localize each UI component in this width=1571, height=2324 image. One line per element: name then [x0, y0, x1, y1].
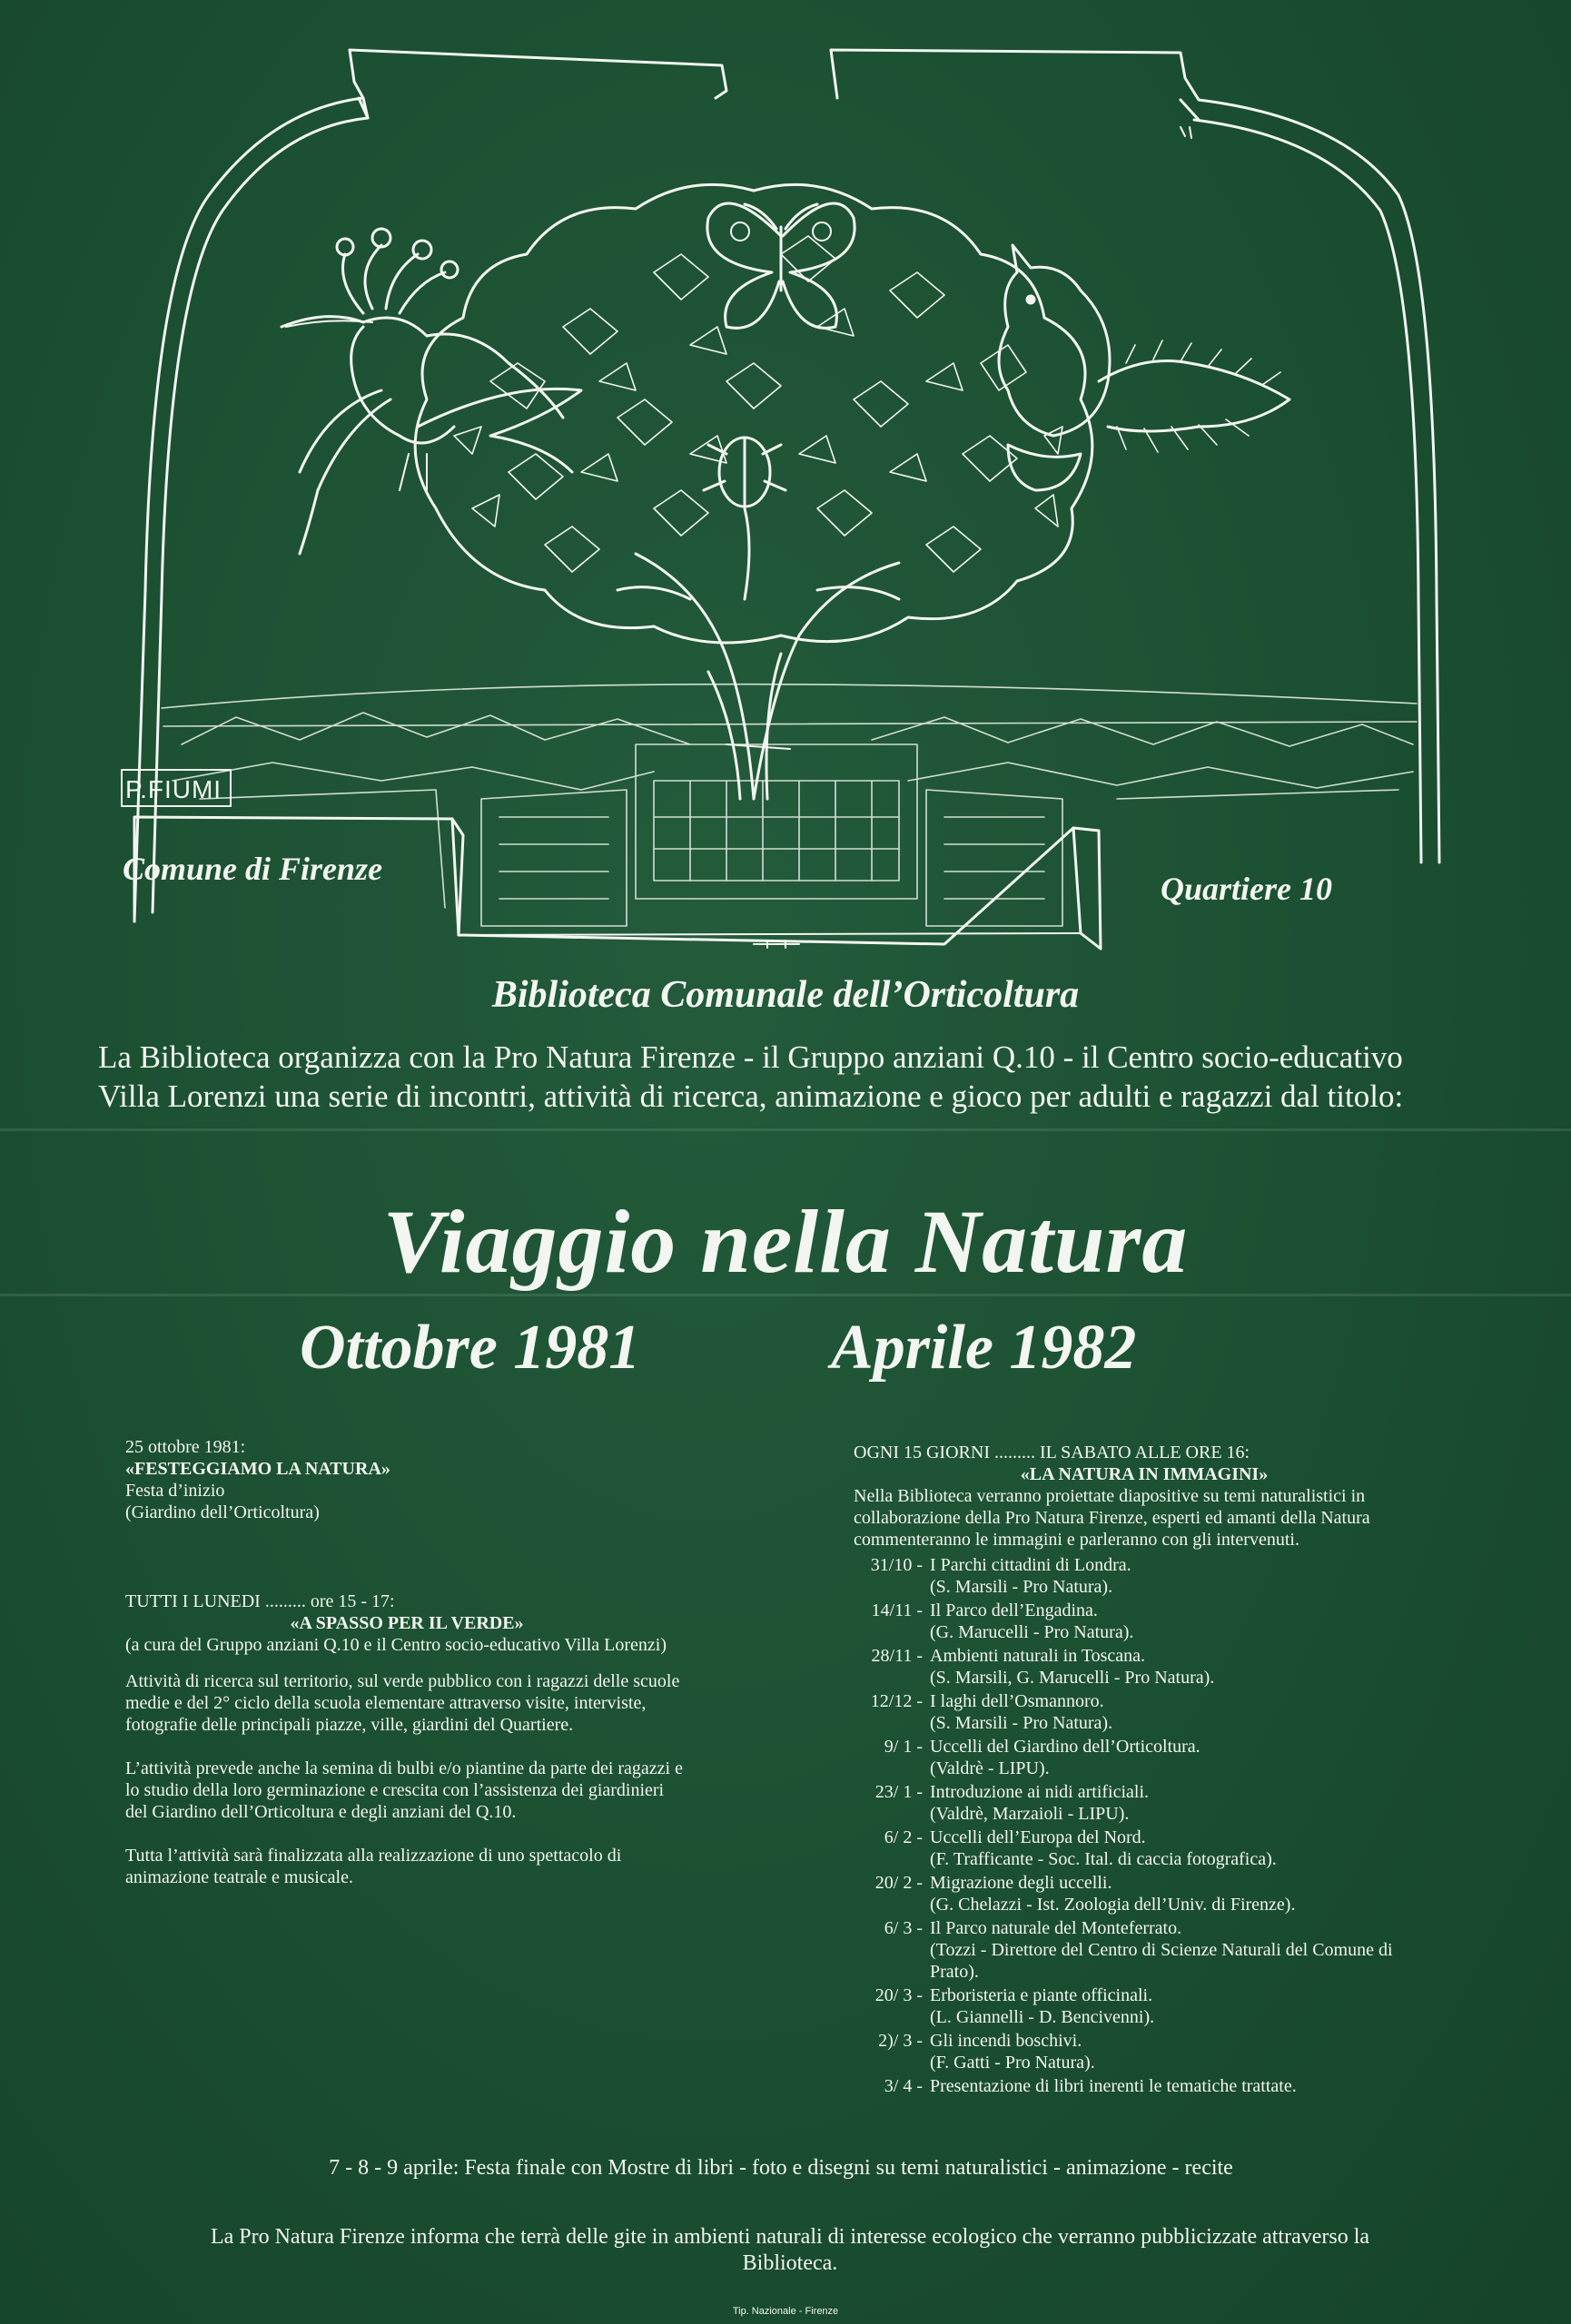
- schedule-date: 12/12 -: [870, 1691, 923, 1711]
- schedule-title: Introduzione ai nidi artificiali.: [930, 1782, 1150, 1802]
- butterfly-icon: [707, 203, 855, 328]
- opening-date: 25 ottobre 1981:: [125, 1437, 246, 1457]
- schedule-title: Migrazione degli uccelli.: [930, 1873, 1112, 1893]
- schedule-item: [854, 1690, 1435, 1734]
- schedule-date: 20/ 3 -: [874, 1985, 923, 2005]
- biblioteca-label: Biblioteca Comunale dell’Orticoltura: [491, 974, 1080, 1016]
- schedule-date: 31/10 -: [870, 1555, 923, 1575]
- schedule-speaker: (S. Marsili - Pro Natura).: [930, 1713, 1113, 1733]
- left-column: [125, 1436, 688, 1888]
- signature: P.FIUMI: [125, 775, 222, 803]
- schedule-item: [854, 1984, 1435, 2028]
- opening-place: (Giardino dell’Orticoltura): [125, 1502, 320, 1522]
- biweekly-heading: OGNI 15 GIORNI ......... IL SABATO ALLE ORE 16:: [854, 1443, 1250, 1462]
- schedule-date: 9/ 1 -: [884, 1737, 923, 1757]
- schedule-item: [854, 2075, 1435, 2097]
- right-column: [854, 1442, 1435, 2099]
- schedule-speaker: (G. Marucelli - Pro Natura).: [930, 1622, 1134, 1642]
- monday-paragraph-1: Attività di ricerca sul territorio, sul verde pubblico con i ragazzi delle scuole medie e del 2° ciclo della scuola elementare attraverso visite, interviste, fotografie delle principali piazze, ville, giardini del Quartiere.: [125, 1671, 680, 1735]
- schedule-item: [854, 1554, 1435, 1598]
- monday-paragraph-2: L’attività prevede anche la semina di bulbi e/o piantine da parte dei ragazzi e lo studio della loro germinazione e crescita con l’assistenza dei giardinieri del Giardino dell’Orticoltura e degli anziani del Q.10.: [125, 1758, 683, 1822]
- printer-credit: Tip. Nazionale - Firenze: [732, 2306, 839, 2317]
- schedule-date: 2)/ 3 -: [878, 2031, 923, 2051]
- fold-line: [0, 1128, 1571, 1131]
- schedule-item: [854, 1736, 1435, 1779]
- opening-name: «FESTEGGIAMO LA NATURA»: [125, 1459, 390, 1479]
- schedule-speaker: (F. Gatti - Pro Natura).: [930, 2053, 1095, 2073]
- schedule-speaker: (G. Chelazzi - Ist. Zoologia dell’Univ. di Firenze).: [930, 1895, 1296, 1915]
- schedule-date: 28/11 -: [871, 1646, 923, 1666]
- schedule-item: [854, 1645, 1435, 1689]
- schedule-title: Presentazione di libri inerenti le tematiche trattate.: [930, 2076, 1297, 2096]
- schedule-title: Il Parco naturale del Monteferrato.: [930, 1918, 1182, 1938]
- hoopoe-bird-icon: [282, 229, 581, 554]
- schedule-title: Ambienti naturali in Toscana.: [930, 1646, 1146, 1666]
- schedule-date: 23/ 1 -: [874, 1782, 923, 1802]
- schedule-date: 6/ 2 -: [884, 1827, 923, 1847]
- schedule-item: [854, 1872, 1435, 1915]
- schedule-speaker: (Tozzi - Direttore del Centro di Scienze Naturali del Comune di Prato).: [930, 1940, 1393, 1982]
- schedule-list: [854, 1554, 1435, 2097]
- monday-curator: (a cura del Gruppo anziani Q.10 e il Centro socio-educativo Villa Lorenzi): [125, 1635, 667, 1655]
- schedule-title: I laghi dell’Osmannoro.: [930, 1691, 1104, 1711]
- schedule-title: Il Parco dell’Engadina.: [930, 1600, 1098, 1620]
- fold-line: [0, 1294, 1571, 1296]
- schedule-title: Uccelli dell’Europa del Nord.: [930, 1827, 1146, 1847]
- schedule-title: Erboristeria e piante officinali.: [930, 1985, 1153, 2005]
- schedule-item: [854, 2030, 1435, 2073]
- monday-paragraph-3: Tutta l’attività sarà finalizzata alla realizzazione di uno spettacolo di animazione teatrale e musicale.: [125, 1846, 622, 1887]
- schedule-speaker: (S. Marsili, G. Marucelli - Pro Natura).: [930, 1668, 1215, 1688]
- comune-label: Comune di Firenze: [123, 851, 383, 887]
- schedule-speaker: (L. Giannelli - D. Bencivenni).: [930, 2007, 1155, 2027]
- schedule-speaker: (Valdrè, Marzaioli - LIPU).: [930, 1804, 1130, 1824]
- schedule-speaker: (Valdrè - LIPU).: [930, 1758, 1050, 1778]
- monday-name: «A SPASSO PER IL VERDE»: [290, 1613, 524, 1633]
- biweekly-name: «LA NATURA IN IMMAGINI»: [1020, 1464, 1269, 1484]
- schedule-item: [854, 1781, 1435, 1825]
- biweekly-desc: Nella Biblioteca verranno proiettate diapositive su temi naturalistici in collaborazione della Pro Natura Firenze, esperti ed amanti della Natura commenteranno le immagini e parleranno con gli intervenuti.: [854, 1486, 1370, 1550]
- schedule-title: Gli incendi boschivi.: [930, 2031, 1082, 2051]
- tree-icon: [415, 184, 1092, 799]
- intro-text: La Biblioteca organizza con la Pro Natura Firenze - il Gruppo anziani Q.10 - il Centro socio-educativo Villa Lorenzi una serie di incontri, attività di ricerca, animazione e gioco per adulti e ragazzi dal titolo:: [98, 1039, 1404, 1114]
- schedule-date: 3/ 4 -: [884, 2076, 923, 2096]
- schedule-item: [854, 1827, 1435, 1870]
- schedule-item: [854, 1600, 1435, 1643]
- schedule-date: 14/11 -: [871, 1600, 923, 1620]
- squirrel-icon: [999, 245, 1289, 490]
- date-end: Aprile 1982: [831, 1313, 1137, 1383]
- schedule-speaker: (F. Trafficante - Soc. Ital. di caccia fotografica).: [930, 1849, 1277, 1869]
- schedule-date: 20/ 2 -: [874, 1873, 923, 1893]
- schedule-title: Uccelli del Giardino dell’Orticoltura.: [930, 1737, 1200, 1757]
- schedule-date: 6/ 3 -: [884, 1918, 923, 1938]
- poster-title: Viaggio nella Natura: [382, 1191, 1189, 1292]
- date-start: Ottobre 1981: [300, 1313, 641, 1383]
- quartiere-label: Quartiere 10: [1161, 871, 1332, 907]
- opening-desc: Festa d’inizio: [125, 1481, 225, 1501]
- excursions-info-text: La Pro Natura Firenze informa che terrà delle gite in ambienti naturali di interesse ecologico che verranno pubblicizzate attraverso la Biblioteca.: [210, 2225, 1370, 2275]
- schedule-speaker: (S. Marsili - Pro Natura).: [930, 1577, 1113, 1597]
- final-event-text: 7 - 8 - 9 aprile: Festa finale con Mostre di libri - foto e disegni su temi naturalistici - animazione - recite: [329, 2156, 1233, 2180]
- schedule-item: [854, 1917, 1435, 1983]
- schedule-title: I Parchi cittadini di Londra.: [930, 1555, 1131, 1575]
- monday-heading: TUTTI I LUNEDI ......... ore 15 - 17:: [125, 1591, 395, 1611]
